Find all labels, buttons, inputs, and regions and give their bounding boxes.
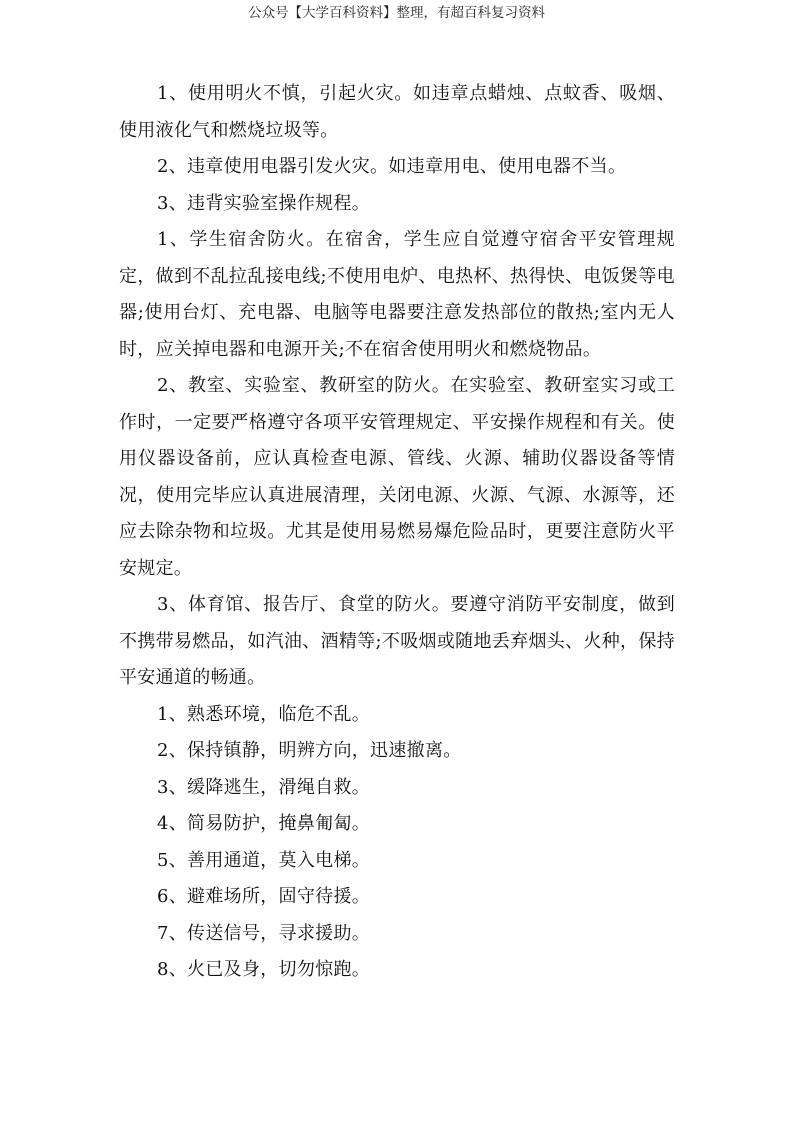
paragraph-hall-fire-prevention: 3、体育馆、报告厅、食堂的防火。要遵守消防平安制度，做到不携带易燃品，如汽油、酒精等;不吸烟或随地丢弃烟头、火种，保持平安通道的畅通。 <box>119 594 675 688</box>
paragraph-cause-1: 1、使用明火不慎，引起火灾。如违章点蜡烛、点蚊香、吸烟、使用液化气和燃烧垃圾等。 <box>119 83 675 141</box>
paragraph-dorm-fire-prevention: 1、学生宿舍防火。在宿舍，学生应自觉遵守宿舍平安管理规定，做到不乱拉乱接电线;不使用电炉、电热杯、热得快、电饭煲等电器;使用台灯、充电器、电脑等电器要注意发热部位的散热;室内无人时，应关掉电器和电源开关;不在宿舍使用明火和燃烧物品。 <box>119 229 675 360</box>
paragraph-escape-tip-2: 2、保持镇静，明辨方向，迅速撤离。 <box>157 740 462 761</box>
paragraph-cause-2: 2、违章使用电器引发火灾。如违章用电、使用电器不当。 <box>157 156 627 177</box>
paragraph-escape-tip-6: 6、避难场所，固守待援。 <box>157 886 371 907</box>
paragraph-lab-fire-prevention: 2、教室、实验室、教研室的防火。在实验室、教研室实习或工作时，一定要严格遵守各项平安管理规定、平安操作规程和有关。使用仪器设备前，应认真检查电源、管线、火源、辅助仪器设备等情况，使用完毕应认真进展清理，关闭电源、火源、气源、水源等，还应去除杂物和垃圾。尤其是使用易燃易爆危险品时，更要注意防火平安规定。 <box>119 375 675 579</box>
paragraph-escape-tip-5: 5、善用通道，莫入电梯。 <box>157 849 371 871</box>
paragraph-escape-tip-4: 4、简易防护，掩鼻匍匐。 <box>157 813 371 834</box>
page-header: 公众号【大学百科资料】整理，有超百科复习资料 <box>248 5 545 21</box>
paragraph-escape-tip-7: 7、传送信号，寻求援助。 <box>157 922 371 944</box>
document-body <box>119 76 675 989</box>
paragraph-escape-tip-3: 3、缓降逃生，滑绳自救。 <box>157 776 371 798</box>
paragraph-escape-tip-8: 8、火已及身，切勿惊跑。 <box>157 959 371 980</box>
paragraph-cause-3: 3、违背实验室操作规程。 <box>157 192 371 214</box>
paragraph-escape-tip-1: 1、熟悉环境，临危不乱。 <box>157 703 371 725</box>
